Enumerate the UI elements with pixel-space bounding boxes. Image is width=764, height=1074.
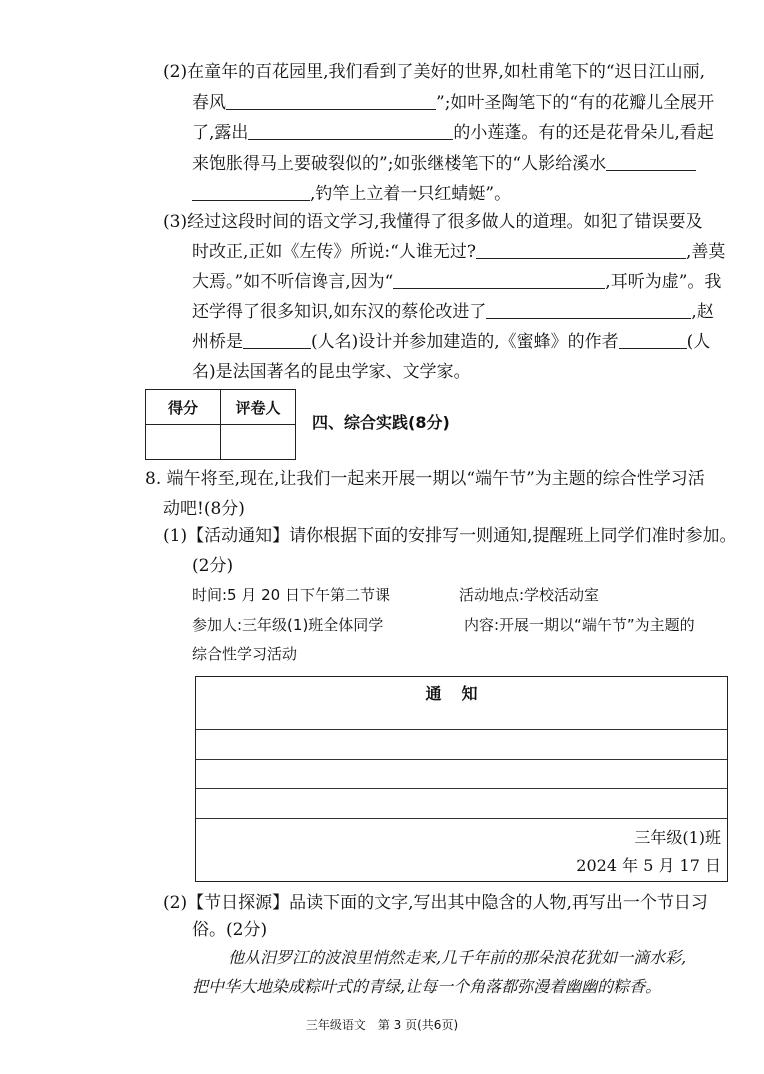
q8-sub1-line-1: (1)【活动通知】请你根据下面的安排写一则通知,提醒班上同学们准时参加。: [163, 526, 737, 546]
answer-blank[interactable]: [606, 152, 696, 171]
q2-text: 了,露出: [192, 123, 249, 143]
notice-signature-class: 三年级(1)班: [634, 828, 721, 847]
q3-text: 州桥是: [192, 332, 243, 352]
info-place: 活动地点:学校活动室: [459, 586, 600, 604]
q3-line-5: [192, 328, 710, 356]
q2-line-4: [192, 150, 696, 178]
answer-blank[interactable]: [226, 91, 436, 110]
sub2-line-2: 俗。(2分): [192, 920, 268, 940]
grader-cell[interactable]: [221, 425, 296, 460]
q3-line-3: [192, 268, 721, 296]
q2-line-3: [192, 119, 714, 147]
info-people: 参加人:三年级(1)班全体同学: [192, 616, 384, 634]
q3-line-6: 名)是法国著名的昆虫学家、文学家。: [192, 362, 471, 382]
q3-text: (人名)设计并参加建造的,《蜜蜂》的作者: [311, 332, 619, 352]
writing-line[interactable]: [196, 788, 727, 789]
answer-blank[interactable]: [243, 330, 311, 349]
writing-line[interactable]: [196, 818, 727, 819]
answer-blank[interactable]: [393, 270, 605, 289]
writing-line[interactable]: [196, 729, 727, 730]
q3-text: 还学得了很多知识,如东汉的蔡伦改进了: [192, 302, 487, 322]
q3-line-4: [192, 298, 714, 326]
q3-line-2: [192, 238, 725, 266]
notice-box: [195, 676, 728, 882]
q2-line-2: [192, 89, 714, 117]
info-content-cont: 综合性学习活动: [192, 645, 298, 663]
q3-text: 时改正,正如《左传》所说:“人谁无过?: [192, 242, 476, 262]
q2-text: 来饱胀得马上要破裂似的”;如张继楼笔下的“人影给溪水: [192, 154, 607, 174]
q2-text: 的小莲蓬。有的还是花骨朵儿,看起: [453, 123, 714, 143]
q3-text: ,赵: [691, 302, 714, 322]
answer-blank[interactable]: [619, 330, 687, 349]
q2-text: ”;如叶圣陶笔下的“有的花瓣儿全展开: [436, 93, 715, 113]
passage-line-2: 把中华大地染成粽叶式的青绿,让每一个角落都弥漫着幽幽的粽香。: [192, 977, 662, 996]
score-table: [145, 389, 296, 460]
grader-header: 评卷人: [221, 390, 296, 425]
sub2-line-1: (2)【节日探源】品读下面的文字,写出其中隐含的人物,再写出一个节日习: [163, 893, 708, 913]
q2-text: 春风: [192, 93, 226, 113]
answer-blank[interactable]: [248, 121, 453, 140]
notice-title: 通知: [425, 684, 498, 703]
score-header: 得分: [146, 390, 221, 425]
info-content: 内容:开展一期以“端午节”为主题的: [464, 616, 695, 634]
q3-text: ,善莫: [685, 242, 726, 262]
q8-line-1: 8. 端午将至,现在,让我们一起来开展一期以“端午节”为主题的综合性学习活: [145, 469, 705, 489]
q2-line-5: [192, 180, 511, 208]
page-footer: 三年级语文 第 3 页(共6页): [305, 1018, 459, 1032]
q8-sub1-line-2: (2分): [192, 556, 234, 576]
q8-line-2: 动吧!(8分): [163, 499, 245, 519]
q3-text: 大焉。”如不听信谗言,因为“: [192, 272, 394, 292]
q3-text: ,耳听为虚”。我: [605, 272, 722, 292]
section-title: 四、综合实践(8分): [312, 413, 450, 432]
passage-line-1: 他从汨罗江的波浪里悄然走来,几千年前的那朵浪花犹如一滴水彩,: [228, 948, 687, 967]
answer-blank[interactable]: [192, 182, 310, 201]
answer-blank[interactable]: [486, 300, 691, 319]
info-time: 时间:5 月 20 日下午第二节课: [192, 586, 390, 604]
q2-text: ,钓竿上立着一只红蜻蜓”。: [310, 184, 512, 204]
answer-blank[interactable]: [476, 240, 686, 259]
score-cell[interactable]: [146, 425, 221, 460]
q3-text: (人: [686, 332, 711, 352]
writing-line[interactable]: [196, 759, 727, 760]
q3-line-1: (3)经过这段时间的语文学习,我懂得了很多做人的道理。如犯了错误要及: [163, 212, 703, 232]
q2-line-1: (2)在童年的百花园里,我们看到了美好的世界,如杜甫笔下的“迟日江山丽,: [163, 62, 705, 82]
notice-signature-date: 2024 年 5 月 17 日: [576, 856, 721, 875]
